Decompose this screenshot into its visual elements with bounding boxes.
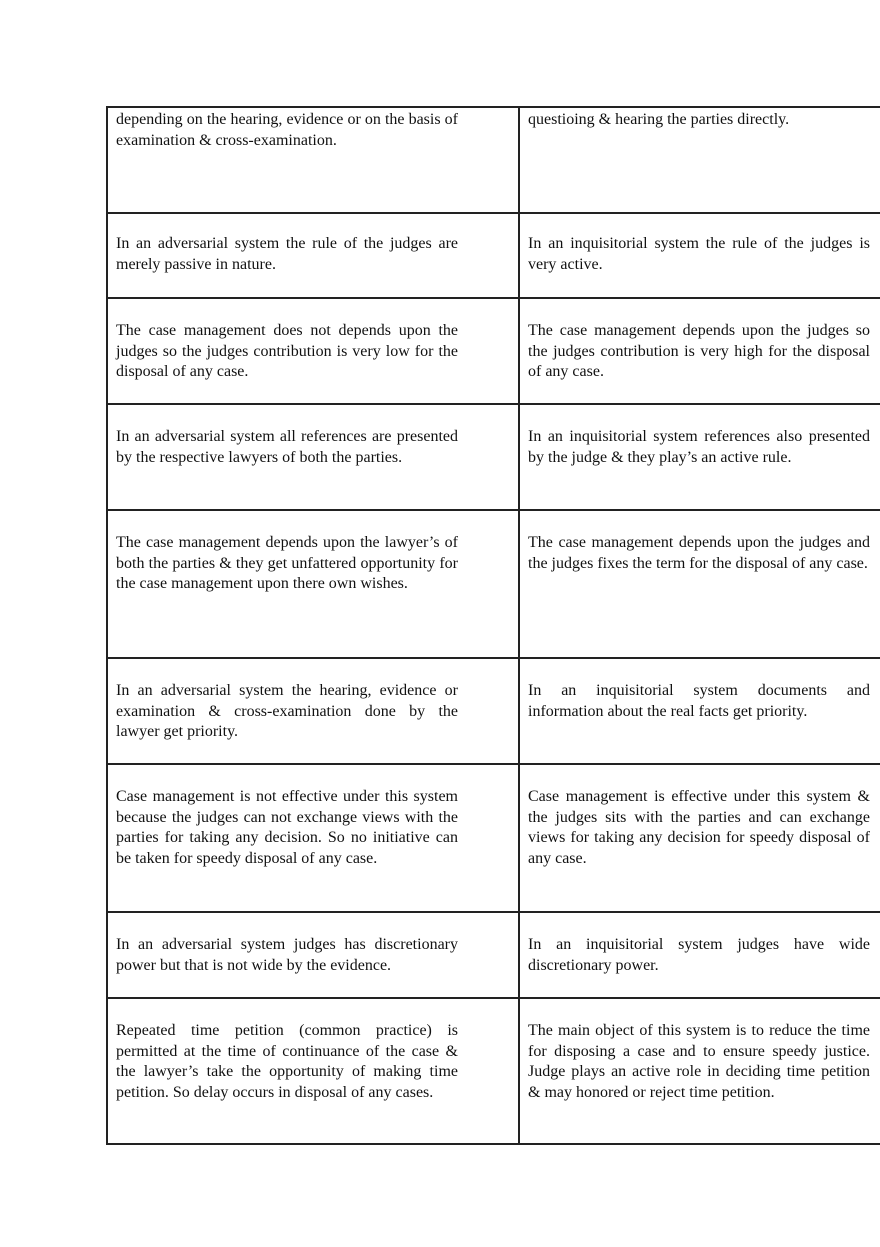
inquisitorial-text: In an inquisitorial system documents and information about the real facts get priority. xyxy=(528,682,870,720)
adversarial-cell xyxy=(107,404,519,510)
comparison-table xyxy=(106,106,880,1145)
inquisitorial-cell xyxy=(519,998,880,1144)
adversarial-text: In an adversarial system judges has discretionary power but that is not wide by the evidence. xyxy=(116,936,458,974)
inquisitorial-cell xyxy=(519,213,880,298)
inquisitorial-cell xyxy=(519,404,880,510)
inquisitorial-text: In an inquisitorial system judges have wide discretionary power. xyxy=(528,936,870,974)
table-row xyxy=(107,764,880,912)
inquisitorial-text: The main object of this system is to reduce the time for disposing a case and to ensure speedy justice. Judge plays an active role in deciding time petition & may honored or reject time petition. xyxy=(528,1022,870,1101)
inquisitorial-text: In an inquisitorial system references also presented by the judge & they play’s an active rule. xyxy=(528,428,870,466)
adversarial-cell xyxy=(107,107,519,213)
table-row xyxy=(107,658,880,764)
adversarial-cell xyxy=(107,912,519,998)
inquisitorial-text: questioing & hearing the parties directly. xyxy=(528,111,790,128)
adversarial-text: Repeated time petition (common practice) is permitted at the time of continuance of the case & the lawyer’s take the opportunity of making time petition. So delay occurs in disposal of any cases. xyxy=(116,1022,458,1101)
inquisitorial-text: Case management is effective under this system & the judges sits with the parties and can exchange views for taking any decision for speedy disposal of any case. xyxy=(528,788,870,867)
adversarial-text: Case management is not effective under this system because the judges can not exchange views with the parties for taking any decision. So no initiative can be taken for speedy disposal of any case. xyxy=(116,788,458,867)
table-row xyxy=(107,298,880,404)
table-row xyxy=(107,404,880,510)
adversarial-text: In an adversarial system the hearing, evidence or examination & cross-examination done by the lawyer get priority. xyxy=(116,682,458,741)
adversarial-text: In an adversarial system the rule of the judges are merely passive in nature. xyxy=(116,235,458,273)
inquisitorial-cell xyxy=(519,764,880,912)
inquisitorial-text: In an inquisitorial system the rule of the judges is very active. xyxy=(528,235,870,273)
adversarial-cell xyxy=(107,764,519,912)
adversarial-text: The case management does not depends upon the judges so the judges contribution is very low for the disposal of any case. xyxy=(116,322,458,381)
table-row xyxy=(107,107,880,213)
inquisitorial-text: The case management depends upon the judges so the judges contribution is very high for the disposal of any case. xyxy=(528,322,870,381)
inquisitorial-cell xyxy=(519,912,880,998)
inquisitorial-cell xyxy=(519,107,880,213)
adversarial-cell xyxy=(107,998,519,1144)
adversarial-cell xyxy=(107,213,519,298)
inquisitorial-cell xyxy=(519,510,880,658)
adversarial-text: In an adversarial system all references are presented by the respective lawyers of both the parties. xyxy=(116,428,458,466)
adversarial-cell xyxy=(107,298,519,404)
adversarial-cell xyxy=(107,510,519,658)
table-row xyxy=(107,912,880,998)
table-row xyxy=(107,998,880,1144)
table-row xyxy=(107,213,880,298)
table-row xyxy=(107,510,880,658)
inquisitorial-cell xyxy=(519,298,880,404)
adversarial-text: depending on the hearing, evidence or on the basis of examination & cross-examination. xyxy=(116,111,458,149)
adversarial-cell xyxy=(107,658,519,764)
inquisitorial-text: The case management depends upon the judges and the judges fixes the term for the disposal of any case. xyxy=(528,534,870,572)
adversarial-text: The case management depends upon the lawyer’s of both the parties & they get unfattered opportunity for the case management upon there own wishes. xyxy=(116,534,458,593)
inquisitorial-cell xyxy=(519,658,880,764)
